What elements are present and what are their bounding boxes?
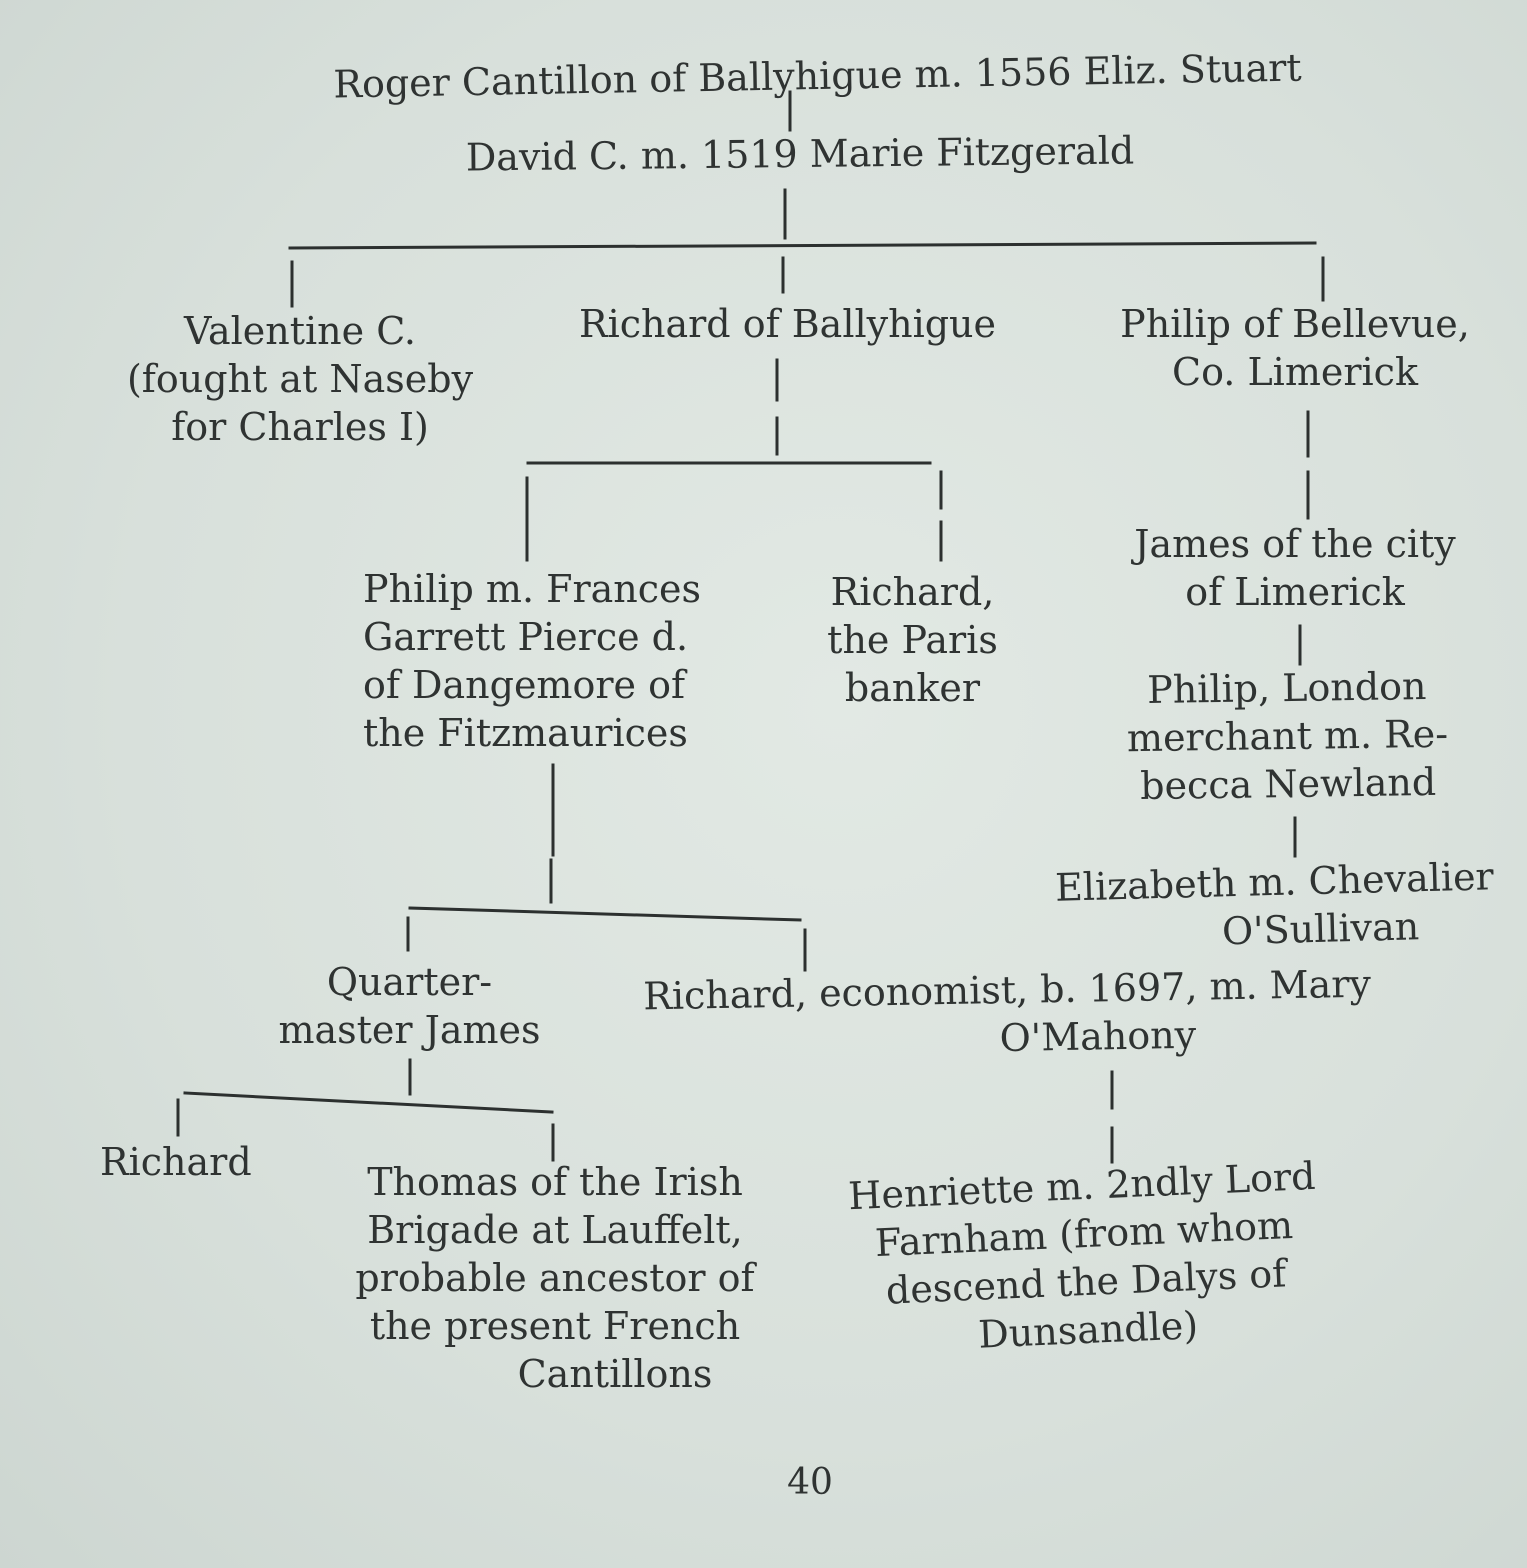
- person-richard-economist: [594, 959, 1421, 1069]
- person-line: the Paris: [827, 618, 998, 662]
- person-line: master James: [278, 1008, 541, 1052]
- person-line: Richard,: [830, 570, 995, 614]
- person-line: Philip of Bellevue,: [1120, 302, 1470, 346]
- person-thomas-irish-brigade: [330, 1158, 780, 1398]
- person-line: David C. m. 1519 Marie Fitzgerald: [465, 128, 1135, 180]
- person-line: Richard: [100, 1140, 252, 1184]
- person-line: Co. Limerick: [1172, 350, 1418, 394]
- person-line: probable ancestor of: [355, 1256, 755, 1300]
- person-elizabeth: [1039, 852, 1511, 960]
- person-philip-m-frances: [363, 565, 763, 757]
- person-line: James of the city: [1134, 522, 1456, 566]
- person-line: Brigade at Lauffelt,: [367, 1208, 743, 1252]
- person-richard-son-of-james: [100, 1138, 270, 1186]
- person-line: the Fitzmaurices: [363, 711, 688, 755]
- person-line: Philip, London: [1146, 664, 1427, 712]
- person-quartermaster-james: [262, 958, 557, 1054]
- person-line: Elizabeth m. Chevalier: [1054, 854, 1495, 910]
- line-gen5-horizontal: [185, 1093, 552, 1112]
- person-line: Valentine C.: [184, 309, 416, 353]
- person-line: merchant m. Re-: [1126, 711, 1449, 761]
- person-line: becca Newland: [1139, 759, 1437, 809]
- person-henriette: [811, 1150, 1359, 1365]
- person-valentine: [100, 307, 500, 451]
- person-line: Roger Cantillon of Ballyhigue m. 1556 Eliz. Stuart: [333, 45, 1302, 107]
- person-line: descend the Dalys of: [884, 1251, 1288, 1313]
- person-james-of-limerick: [1100, 520, 1490, 616]
- person-line: O'Sullivan: [1221, 904, 1420, 954]
- person-line: Dunsandle): [977, 1303, 1199, 1357]
- person-richard-paris-banker: [795, 568, 1030, 712]
- line-gen2-horizontal: [290, 243, 1315, 248]
- person-david: [385, 126, 1215, 183]
- person-line: the present French: [369, 1304, 741, 1348]
- person-line: Richard of Ballyhigue: [578, 302, 997, 346]
- person-line: for Charles I): [171, 405, 429, 449]
- person-line: Cantillons: [517, 1352, 713, 1396]
- person-line: of Dangemore of: [363, 663, 686, 707]
- person-line: of Limerick: [1185, 570, 1405, 614]
- person-line: Farnham (from whom: [874, 1202, 1294, 1266]
- person-line: Philip m. Frances: [363, 567, 702, 611]
- person-line: Quarter-: [326, 960, 493, 1004]
- page-number: 40: [787, 1462, 833, 1503]
- person-line: O'Mahony: [999, 1012, 1197, 1061]
- person-line: Thomas of the Irish: [367, 1160, 743, 1204]
- person-line: Henriette m. 2ndly Lord: [847, 1153, 1317, 1219]
- person-richard-of-ballyhigue: [530, 300, 1045, 348]
- person-line: Garrett Pierce d.: [363, 615, 689, 659]
- person-philip-of-bellevue: [1095, 300, 1495, 396]
- person-line: banker: [844, 666, 981, 710]
- line-gen4-horizontal: [410, 908, 800, 920]
- person-line: Richard, economist, b. 1697, m. Mary: [642, 961, 1372, 1019]
- person-line: (fought at Naseby: [126, 357, 474, 401]
- person-philip-london-merchant: [1094, 661, 1481, 810]
